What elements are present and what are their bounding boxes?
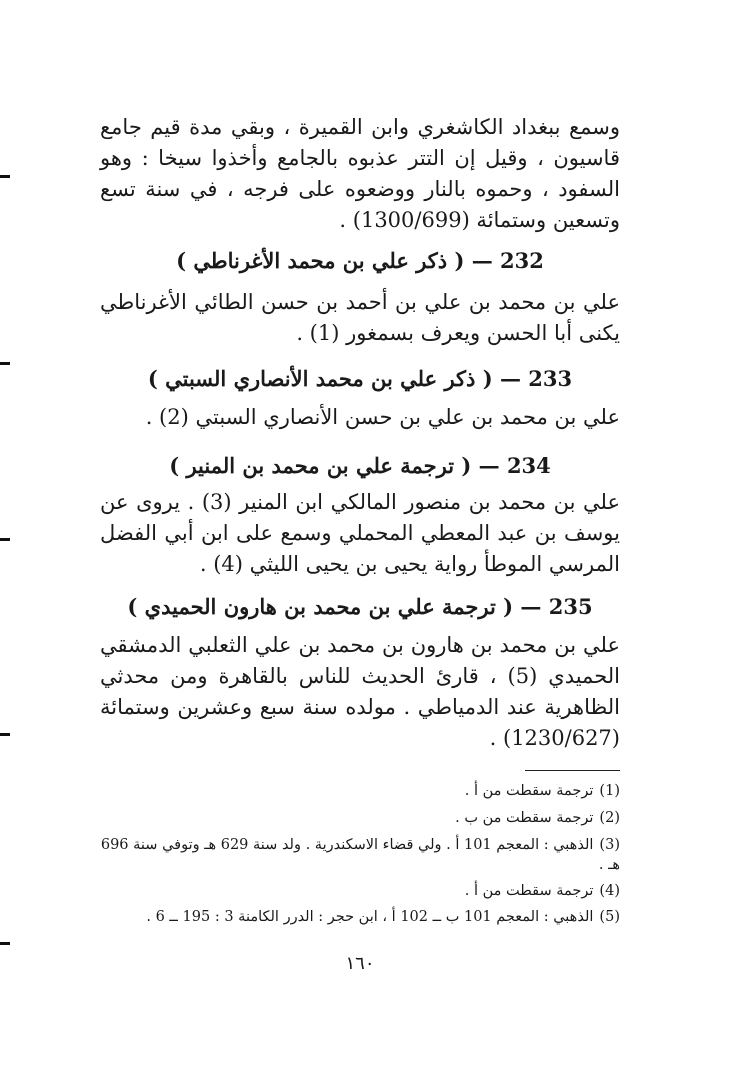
scan-edge-mark (0, 538, 10, 541)
entry-title: — ( ذكر علي بن محمد الأنصاري السبتي ) (147, 366, 521, 391)
footnote-mark: (4) (599, 883, 620, 899)
footnote-text: ترجمة سقطت من أ . (464, 883, 594, 899)
entry-number: 235 (548, 594, 593, 619)
footnote-text: ترجمة سقطت من أ . (464, 783, 594, 799)
footnote-text: الذهبي : المعجم 101 أ . ولي قضاء الاسكندرية . ولد سنة 629 هـ وتوفي سنة 696 هـ . (100, 837, 620, 873)
footnote-2 (90, 808, 620, 828)
scan-edge-mark (0, 733, 10, 736)
footnote-5 (90, 907, 620, 927)
footnote-text: ترجمة سقطت من ب . (455, 810, 594, 826)
scan-edge-mark (0, 942, 10, 945)
scan-edge-mark (0, 175, 10, 178)
footnote-mark: (2) (599, 810, 620, 826)
footnote-separator (525, 770, 620, 771)
footnote-mark: (1) (599, 783, 620, 799)
footnote-mark: (3) (599, 837, 620, 853)
entry-heading-235 (100, 592, 620, 622)
entry-number: 233 (528, 366, 573, 391)
footnote-text: الذهبي : المعجم 101 ب ــ 102 أ ، ابن حجر : الدرر الكامنة 3 : 195 ــ 6 . (146, 909, 594, 925)
footnote-mark: (5) (599, 909, 620, 925)
footnote-1 (90, 781, 620, 801)
entry-body-233: علي بن محمد بن علي بن حسن الأنصاري السبتي (2) . (145, 405, 620, 429)
scan-edge-mark (0, 362, 10, 365)
entry-heading-232 (100, 246, 620, 276)
footnote-3 (90, 835, 620, 875)
paragraph-continuation: وسمع ببغداد الكاشغري وابن القميرة ، وبقي مدة قيم جامع قاسيون ، وقيل إن التتر عذبوه بالجامع وأخذوا سيخا : وهو السفود ، وحموه بالنار ووضعوه على فرجه ، في سنة تسع وتسعين وستمائة (1300/699) . (100, 115, 620, 232)
entry-body-235: علي بن محمد بن هارون بن محمد بن علي الثعلبي الدمشقي الحميدي (5) ، قارئ الحديث للناس بالقاهرة ومن محدثي الظاهرية عند الدمياطي . مولده سنة سبع وعشرين وستمائة (1230/627) . (100, 633, 620, 750)
entry-title: — ( ذكر علي بن محمد الأغرناطي ) (176, 248, 493, 273)
entry-body-234: علي بن محمد بن منصور المالكي ابن المنير (3) . يروى عن يوسف بن عبد المعطي المحملي وسمع على ابن أبي الفضل المرسي الموطأ رواية يحيى بن يحيى الليثي (4) . (100, 490, 620, 576)
entry-body-232: علي بن محمد بن علي بن أحمد بن حسن الطائي الأغرناطي يكنى أبا الحسن ويعرف بسمغور (1) . (100, 290, 620, 345)
entry-heading-233 (100, 364, 620, 394)
entry-title: — ( ترجمة علي بن محمد بن هارون الحميدي ) (127, 594, 542, 619)
entry-number: 232 (500, 248, 544, 273)
entry-heading-234 (100, 451, 620, 481)
entry-title: — ( ترجمة علي بن محمد بن المنير ) (169, 453, 500, 478)
page-number: ١٦٠ (345, 953, 375, 974)
footnote-4 (90, 881, 620, 901)
entry-number: 234 (506, 453, 551, 478)
